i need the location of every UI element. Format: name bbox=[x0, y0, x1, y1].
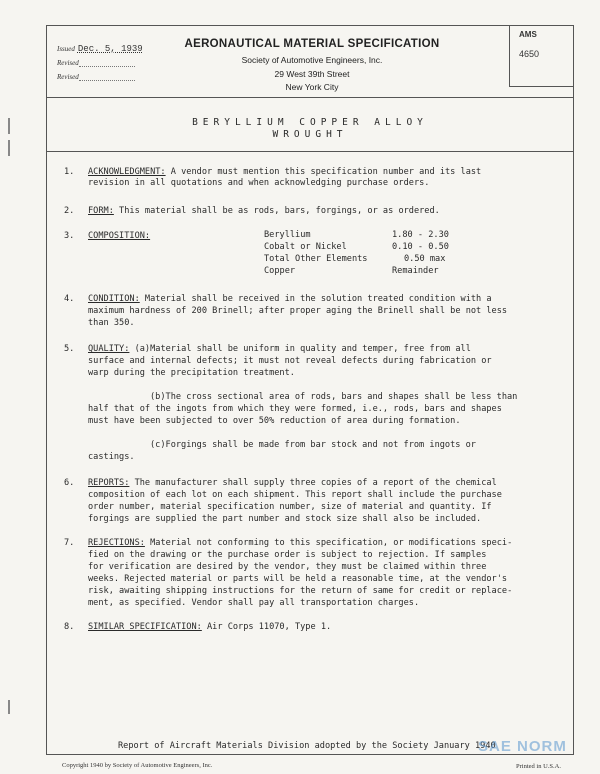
section-text: composition of each lot on each shipment. This report shall include the purchase bbox=[88, 490, 502, 500]
section-text: half that of the ingots from which they were formed, i.e., rods, bars and shapes bbox=[88, 404, 502, 414]
binding-mark bbox=[8, 140, 10, 156]
org-city: New York City bbox=[285, 82, 339, 92]
section-heading: REPORTS: bbox=[88, 478, 130, 488]
composition-value: Remainder bbox=[392, 266, 439, 276]
received-field bbox=[57, 59, 135, 67]
section-text: Material not conforming to this specification, or modifications speci- bbox=[144, 538, 513, 548]
section-heading: REJECTIONS: bbox=[88, 538, 145, 548]
section-body bbox=[88, 344, 558, 355]
section-text: castings. bbox=[88, 452, 135, 462]
section-heading: SIMILAR SPECIFICATION: bbox=[88, 622, 202, 632]
binding-mark bbox=[8, 700, 10, 714]
material-title-line1: BERYLLIUM COPPER ALLOY bbox=[192, 117, 428, 128]
spec-heading: AERONAUTICAL MATERIAL SPECIFICATION bbox=[184, 38, 440, 50]
ams-label: AMS bbox=[519, 30, 537, 39]
org-address: 29 West 39th Street bbox=[274, 69, 350, 79]
section-body bbox=[88, 167, 558, 189]
section-text: must have been subjected to over 50% reduction of area during formation. bbox=[88, 416, 461, 426]
section-heading: COMPOSITION: bbox=[88, 231, 151, 241]
binding-mark bbox=[8, 118, 10, 134]
section-text: (b)The cross sectional area of rods, bars and shapes shall be less than bbox=[150, 392, 518, 402]
section-text: surface and internal defects; it must not reveal defects during fabrication or bbox=[88, 356, 492, 366]
composition-element: Copper bbox=[264, 266, 296, 276]
material-title-line2: WROUGHT bbox=[272, 129, 348, 140]
section-number: 7. bbox=[64, 538, 75, 548]
section-text: Air Corps 11070, Type 1. bbox=[201, 622, 332, 632]
section-heading: QUALITY: bbox=[88, 344, 130, 354]
revised-field bbox=[57, 73, 135, 81]
section-body bbox=[88, 538, 558, 549]
section-text: maximum hardness of 200 Brinell; after proper aging the Brinell shall be not less bbox=[88, 306, 508, 316]
section-number: 1. bbox=[64, 167, 75, 177]
revised-blank bbox=[79, 80, 135, 81]
section-body bbox=[88, 231, 558, 242]
section-text: risk, awaiting shipping instructions for the return of same for credit or replace- bbox=[88, 586, 513, 596]
ams-number-box bbox=[509, 25, 574, 87]
section-text: order number, material specification number, size of material and quantity. If bbox=[88, 502, 492, 512]
section-heading: FORM: bbox=[88, 206, 114, 216]
header-divider bbox=[46, 97, 574, 98]
issued-field bbox=[57, 44, 143, 54]
composition-value: 0.10 - 0.50 bbox=[392, 242, 449, 252]
org-name: Society of Automotive Engineers, Inc. bbox=[241, 55, 383, 65]
section-number: 5. bbox=[64, 344, 75, 354]
issued-label: Issued bbox=[57, 45, 75, 53]
issued-date: Dec. 5, 1939 bbox=[77, 44, 143, 54]
received-blank bbox=[79, 66, 135, 67]
adoption-note: Report of Aircraft Materials Division adopted by the Society January 1940 bbox=[118, 741, 496, 751]
section-heading: ACKNOWLEDGMENT: bbox=[88, 167, 166, 177]
section-body bbox=[88, 622, 558, 633]
section-text: A vendor must mention this specification number and its last bbox=[165, 167, 482, 177]
composition-element: Beryllium bbox=[264, 230, 311, 240]
section-number: 3. bbox=[64, 231, 75, 241]
composition-element: Total Other Elements bbox=[264, 254, 368, 264]
section-text: (c)Forgings shall be made from bar stock and not from ingots or bbox=[150, 440, 476, 450]
section-number: 6. bbox=[64, 478, 75, 488]
watermark-logo: SAE NORM bbox=[478, 738, 567, 755]
section-text: (a)Material shall be uniform in quality and temper, free from all bbox=[129, 344, 471, 354]
section-text: The manufacturer shall supply three copies of a report of the chemical bbox=[129, 478, 497, 488]
section-body bbox=[88, 294, 558, 305]
printed-notice: Printed in U.S.A. bbox=[516, 763, 561, 770]
copyright-notice: Copyright 1940 by Society of Automotive Engineers, Inc. bbox=[62, 762, 213, 769]
section-body bbox=[88, 478, 558, 489]
received-label: Revised bbox=[57, 59, 79, 67]
section-body bbox=[88, 206, 558, 217]
section-heading: CONDITION: bbox=[88, 294, 140, 304]
title-divider bbox=[46, 151, 574, 152]
section-text: forgings are supplied the part number and stock size shall also be included. bbox=[88, 514, 482, 524]
section-text: ment, as specified. Vendor shall pay all transportation charges. bbox=[88, 598, 420, 608]
section-text: This material shall be as rods, bars, forgings, or as ordered. bbox=[113, 206, 440, 216]
ams-number: 4650 bbox=[519, 49, 540, 59]
section-number: 8. bbox=[64, 622, 75, 632]
section-number: 4. bbox=[64, 294, 75, 304]
composition-element: Cobalt or Nickel bbox=[264, 242, 347, 252]
section-text: warp during the precipitation treatment. bbox=[88, 368, 295, 378]
composition-value: 1.80 - 2.30 bbox=[392, 230, 449, 240]
composition-value: 0.50 max bbox=[404, 254, 446, 264]
section-text: weeks. Rejected material or parts will be held a reasonable time, at the vendor's bbox=[88, 574, 508, 584]
section-text: Material shall be received in the solution treated condition with a bbox=[139, 294, 492, 304]
revised-label: Revised bbox=[57, 73, 79, 81]
section-text: than 350. bbox=[88, 318, 135, 328]
section-number: 2. bbox=[64, 206, 75, 216]
section-text: revision in all quotations and when acknowledging purchase orders. bbox=[88, 178, 430, 189]
section-text: for verification are desired by the vendor, they must be claimed within three bbox=[88, 562, 487, 572]
section-text: fied on the drawing or the purchase order is subject to rejection. If samples bbox=[88, 550, 487, 560]
